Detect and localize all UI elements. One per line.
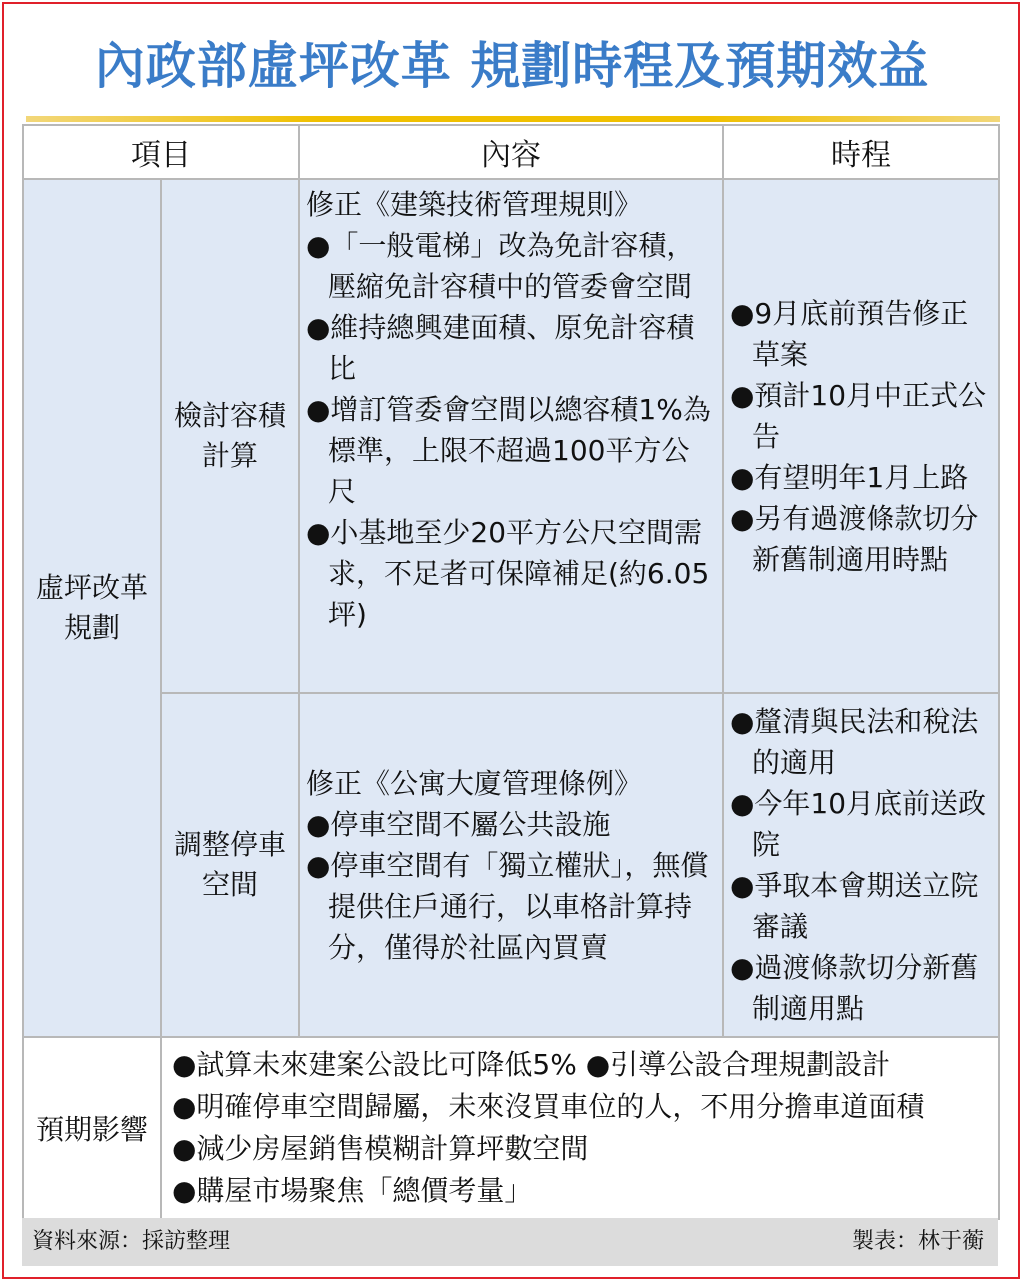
header-item: 項目 [23, 125, 299, 179]
content-bullet: ●增訂管委會空間以總容積1%為標準，上限不超過100平方公尺 [306, 393, 711, 508]
schedule-bullet: ●過渡條款切分新舊制適用點 [730, 951, 979, 1025]
schedule-bullet: ●9月底前預告修正草案 [730, 296, 969, 371]
footer [22, 1218, 998, 1266]
content-cell [299, 693, 723, 1037]
content-bullet: ●維持總興建面積、原免計容積比 [306, 311, 695, 385]
maker-credit: 製表：林于蘅 [851, 1229, 984, 1254]
impact-label: 預期影響 [23, 1037, 161, 1219]
schedule-cell [723, 179, 999, 693]
content-bullet: ●停車空間有「獨立權狀」，無償提供住戶通行，以車格計算持分，僅得於社區內買賣 [306, 848, 709, 964]
sub-item-parking [161, 693, 299, 1037]
content-bullet: ●「一般電梯」改為免計容積，壓縮免計容積中的管委會空間 [306, 229, 695, 303]
schedule-bullet: ●另有過渡條款切分新舊制適用時點 [730, 501, 979, 576]
title-underline [26, 116, 1000, 122]
content-heading: 修正《建築技術管理規則》 [306, 188, 643, 221]
sub-item-line: 調整停車 [173, 828, 286, 861]
content-heading: 修正《公寓大廈管理條例》 [306, 766, 643, 800]
header-content: 內容 [299, 125, 723, 179]
sub-item-line: 空間 [201, 868, 258, 901]
header-row [23, 125, 999, 179]
plan-table [22, 124, 1000, 1220]
category-line: 規劃 [63, 611, 120, 644]
content-cell [299, 179, 723, 693]
schedule-bullet: ●有望明年1月上路 [730, 460, 969, 494]
table-row [23, 693, 999, 1037]
impact-cell [161, 1037, 999, 1219]
impact-bullet: ●試算未來建案公設比可降低5% ●引導公設合理規劃設計 [172, 1048, 891, 1081]
impact-bullet: ●明確停車空間歸屬，未來沒買車位的人，不用分擔車道面積 [172, 1090, 925, 1123]
schedule-bullet: ●預計10月中正式公告 [730, 378, 987, 453]
table-row [23, 179, 999, 693]
impact-row [23, 1037, 999, 1219]
schedule-bullet: ●爭取本會期送立院審議 [730, 869, 979, 943]
category-line: 虛坪改革 [35, 571, 148, 604]
sub-item-far [161, 179, 299, 693]
content-bullet: ●小基地至少20平方公尺空間需求，不足者可保障補足(約6.05坪) [306, 516, 710, 631]
impact-bullet: ●購屋市場聚焦「總價考量」 [172, 1174, 533, 1207]
category-cell [23, 179, 161, 1037]
header-schedule: 時程 [723, 125, 999, 179]
schedule-bullet: ●今年10月底前送政院 [730, 787, 987, 861]
sub-item-line: 計算 [201, 439, 258, 472]
source-credit: 資料來源：採訪整理 [32, 1229, 231, 1254]
impact-bullet: ●減少房屋銷售模糊計算坪數空間 [172, 1132, 589, 1165]
schedule-bullet: ●釐清與民法和稅法的適用 [730, 705, 979, 779]
content-bullet: ●停車空間不屬公共設施 [306, 807, 611, 841]
schedule-cell [723, 693, 999, 1037]
page-title: 內政部虛坪改革 規劃時程及預期效益 [94, 37, 930, 95]
sub-item-line: 檢討容積 [173, 399, 286, 432]
